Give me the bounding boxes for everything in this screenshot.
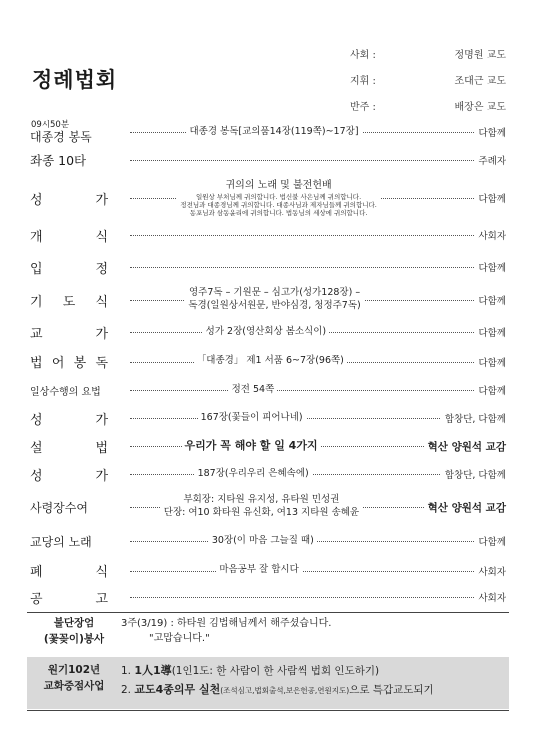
program-label: 공 고 xyxy=(30,591,108,607)
staff-row xyxy=(350,40,506,66)
program-content xyxy=(130,283,506,317)
sermon-title: 우리가 꼭 해야 할 일 4가지 xyxy=(182,439,321,454)
program-label: 좌종 10타 xyxy=(30,153,87,168)
program-leader: 혁산 양원석 교감 xyxy=(424,500,506,515)
program-text: 귀의의 노래 및 불전헌배 일원상 부처님께 귀의합니다. 법신불 사은님께 귀의합니다. 정전님과 대종경님께 귀의합니다. 대종사님과 제자님들께 귀의합니다. 동포님과 삼동윤리에 귀의합니다. 법동님의 세상에 귀의합니다. xyxy=(177,179,380,217)
staff-role: 반주 : xyxy=(350,101,376,113)
note-content: 3주(3/19) : 하타원 김법해님께서 해주셨습니다. "고맙습니다." xyxy=(121,618,332,644)
program-text: 30장(이 마음 그늘질 때) xyxy=(209,535,317,548)
program-row xyxy=(30,121,506,143)
program-time: 09시50분 xyxy=(31,119,70,130)
program-row xyxy=(30,347,506,376)
program-content xyxy=(130,488,506,526)
dotted-leader xyxy=(130,541,506,542)
program-row xyxy=(30,251,506,283)
program-leader: 사회자 xyxy=(474,590,506,604)
annual-goal-box xyxy=(27,657,509,709)
program-label: 개 식 xyxy=(30,229,108,245)
program-leader: 다함께 xyxy=(474,383,506,397)
program-content xyxy=(130,556,506,585)
program-row xyxy=(30,317,506,347)
goal-label: 원기102년 교화중점사업 xyxy=(43,664,105,693)
program-content xyxy=(130,585,506,609)
program-leader: 합창단, 다함께 xyxy=(441,411,506,425)
program-label: 폐 식 xyxy=(30,565,108,580)
program-label: 09시50분 대종경 봉독 xyxy=(30,119,92,144)
program-label: 일상수행의 요법 xyxy=(30,386,101,398)
staff-name: 조대근 교도 xyxy=(454,75,506,87)
divider xyxy=(27,710,509,711)
program-label: 입 정 xyxy=(30,261,108,277)
staff-row xyxy=(350,92,506,118)
page-title: 정례법회 xyxy=(32,68,118,92)
program-text: 「대종경」 제1 서품 6~7장(96쪽) xyxy=(194,355,347,368)
program-leader: 다함께 xyxy=(474,260,506,274)
program-list xyxy=(30,121,506,609)
program-row xyxy=(30,404,506,432)
program-content xyxy=(130,347,506,376)
program-leader: 다함께 xyxy=(474,325,506,339)
program-label-char: 성 xyxy=(30,192,43,208)
staff-row xyxy=(350,66,506,92)
goal-item: 2. 교도4종의무 실천(조석심고,법회출석,보은헌공,연원지도)으로 특갑교도되기 xyxy=(121,683,434,697)
program-label: 설 법 xyxy=(30,440,108,456)
dotted-leader xyxy=(130,235,506,236)
staff-list xyxy=(350,40,506,118)
program-label: 기 도 식 xyxy=(30,294,108,310)
program-row xyxy=(30,219,506,251)
program-leader: 사회자 xyxy=(474,228,506,242)
program-text: 187장(우리우리 은혜속에) xyxy=(195,468,312,481)
program-text: 167장(꽃들이 피어나네) xyxy=(198,412,306,425)
staff-role: 사회 : xyxy=(350,49,376,61)
program-text: 부회장: 지타원 유지성, 유타원 민성권 단장: 여10 화타원 유신화, 여13 지타원 송혜윤 xyxy=(161,494,362,520)
program-label: 교당의 노래 xyxy=(30,534,92,549)
program-leader: 다함께 xyxy=(474,355,506,369)
note-label: 불단장엄 (꽃꽂이)봉사 xyxy=(43,617,105,645)
program-row xyxy=(30,283,506,317)
program-content xyxy=(130,460,506,488)
program-row xyxy=(30,143,506,177)
goal-content xyxy=(121,657,509,709)
dotted-leader xyxy=(130,390,506,391)
program-leader: 다함께 xyxy=(474,534,506,548)
program-label-char: 가 xyxy=(95,192,108,208)
program-label: 성 가 xyxy=(30,412,108,428)
program-row xyxy=(30,460,506,488)
program-content xyxy=(130,432,506,460)
program-leader: 다함께 xyxy=(474,293,506,307)
program-row xyxy=(30,488,506,526)
altar-service-note xyxy=(27,616,509,648)
program-text: 성가 2장(영산회상 봄소식이) xyxy=(203,326,329,339)
staff-name: 정명원 교도 xyxy=(454,49,506,61)
dotted-leader xyxy=(130,597,506,598)
dotted-leader xyxy=(130,267,506,268)
program-label: 사령장수여 xyxy=(30,500,88,515)
program-leader: 주례자 xyxy=(474,153,506,167)
program-content xyxy=(130,376,506,404)
program-leader: 다함께 xyxy=(474,191,506,205)
program-text: 정전 54쪽 xyxy=(229,384,278,397)
program-content xyxy=(130,121,506,143)
goal-item: 1. 1人1導(1인1도: 한 사람이 한 사람씩 법회 인도하기) xyxy=(121,664,380,677)
program-label: 성 가 xyxy=(30,468,108,484)
program-row xyxy=(30,556,506,585)
program-leader: 합창단, 다함께 xyxy=(441,467,506,481)
program-leader: 혁산 양원석 교감 xyxy=(424,439,506,454)
program-text: 마음공부 잘 합시다 xyxy=(216,564,301,577)
program-label: 법 어 봉 독 xyxy=(30,356,108,371)
program-leader: 다함께 xyxy=(474,125,506,139)
program-content xyxy=(130,526,506,556)
program-leader: 사회자 xyxy=(474,564,506,578)
staff-name: 배장은 교도 xyxy=(454,101,506,113)
dotted-leader xyxy=(130,160,506,161)
dotted-leader xyxy=(130,571,506,572)
program-text: 대종경 봉독[교의품14장(119쪽)~17장] xyxy=(186,126,361,139)
program-content xyxy=(130,404,506,432)
program-label xyxy=(30,189,130,208)
program-content xyxy=(130,219,506,251)
program-content xyxy=(130,317,506,347)
program-content xyxy=(130,177,506,219)
program-row xyxy=(30,585,506,609)
program-row xyxy=(30,177,506,219)
program-row xyxy=(30,526,506,556)
program-content xyxy=(130,251,506,283)
program-label: 교 가 xyxy=(30,326,108,342)
staff-role: 지휘 : xyxy=(350,75,376,87)
divider xyxy=(27,612,509,613)
program-text: 영주7독 – 기원문 – 심고가(성가128장) – 독경(일원상서원문, 반야심경, 청정주7독) xyxy=(185,287,363,313)
program-row xyxy=(30,432,506,460)
program-content xyxy=(130,143,506,177)
program-row xyxy=(30,376,506,404)
